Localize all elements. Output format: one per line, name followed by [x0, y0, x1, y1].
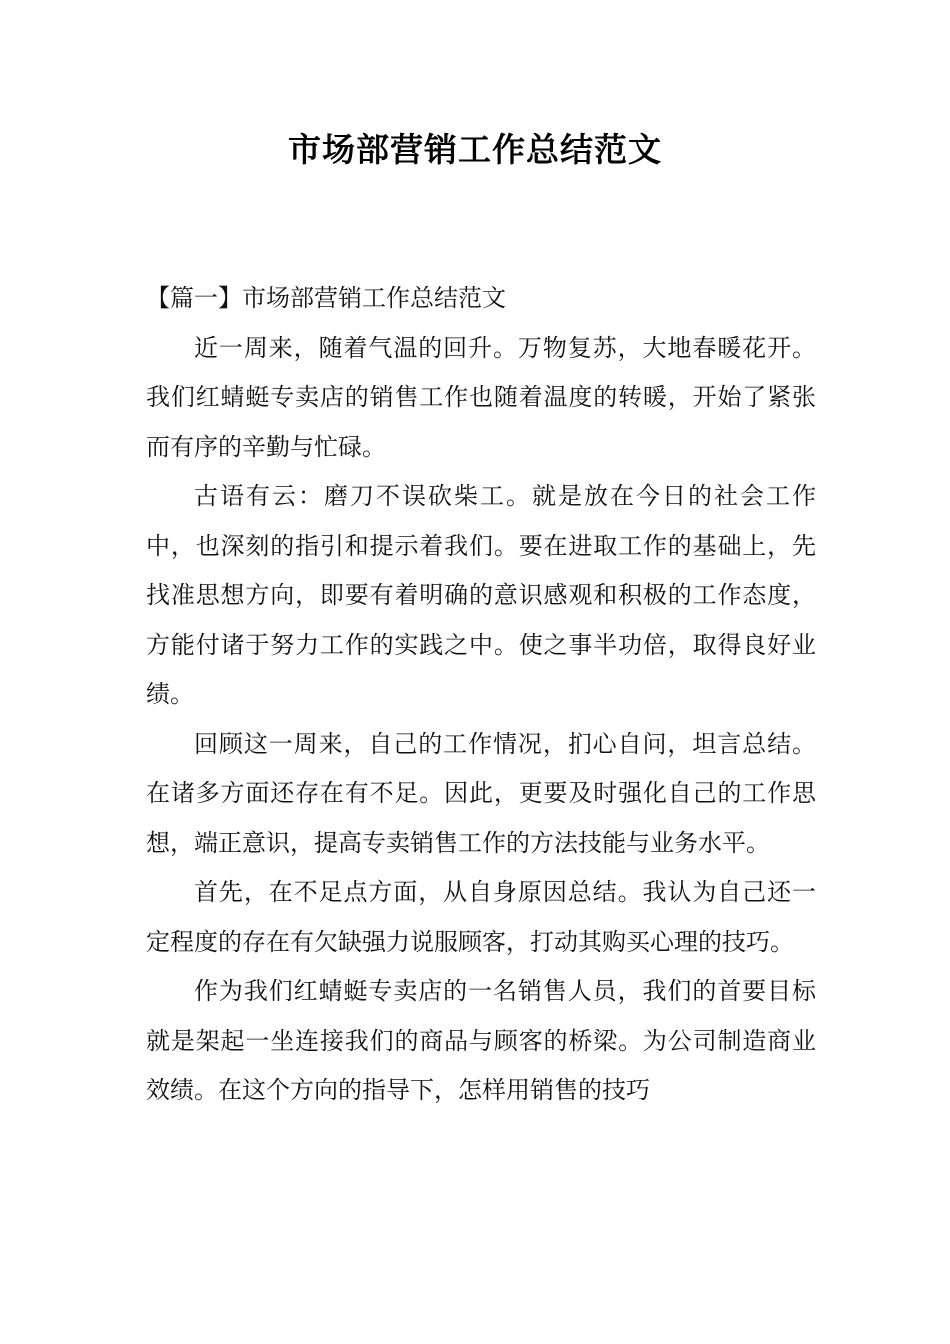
- paragraph: 古语有云：磨刀不误砍柴工。就是放在今日的社会工作中，也深刻的指引和提示着我们。要在进取工作的基础上，先找准思想方向，即要有着明确的意识感观和积极的工作态度，方能付诸于努力工作的实践之中。使之事半功倍，取得良好业绩。: [146, 482, 816, 708]
- section-heading: 【篇一】市场部营销工作总结范文: [146, 284, 506, 312]
- paragraph: 作为我们红蜻蜓专卖店的一名销售人员，我们的首要目标就是架起一坐连接我们的商品与顾客的桥梁。为公司制造商业效绩。在这个方向的指导下，怎样用销售的技巧: [146, 977, 816, 1104]
- paragraph: 首先，在不足点方面，从自身原因总结。我认为自己还一定程度的存在有欠缺强力说服顾客，打动其购买心理的技巧。: [146, 878, 816, 956]
- paragraph: 近一周来，随着气温的回升。万物复苏，大地春暖花开。我们红蜻蜓专卖店的销售工作也随着温度的转暖，开始了紧张而有序的辛勤与忙碌。: [146, 333, 816, 461]
- document-title: 市场部营销工作总结范文: [288, 130, 662, 169]
- paragraph: 回顾这一周来，自己的工作情况，扪心自问，坦言总结。在诸多方面还存在有不足。因此，更要及时强化自己的工作思想，端正意识，提高专卖销售工作的方法技能与业务水平。: [146, 729, 816, 857]
- document-body: [146, 274, 816, 1116]
